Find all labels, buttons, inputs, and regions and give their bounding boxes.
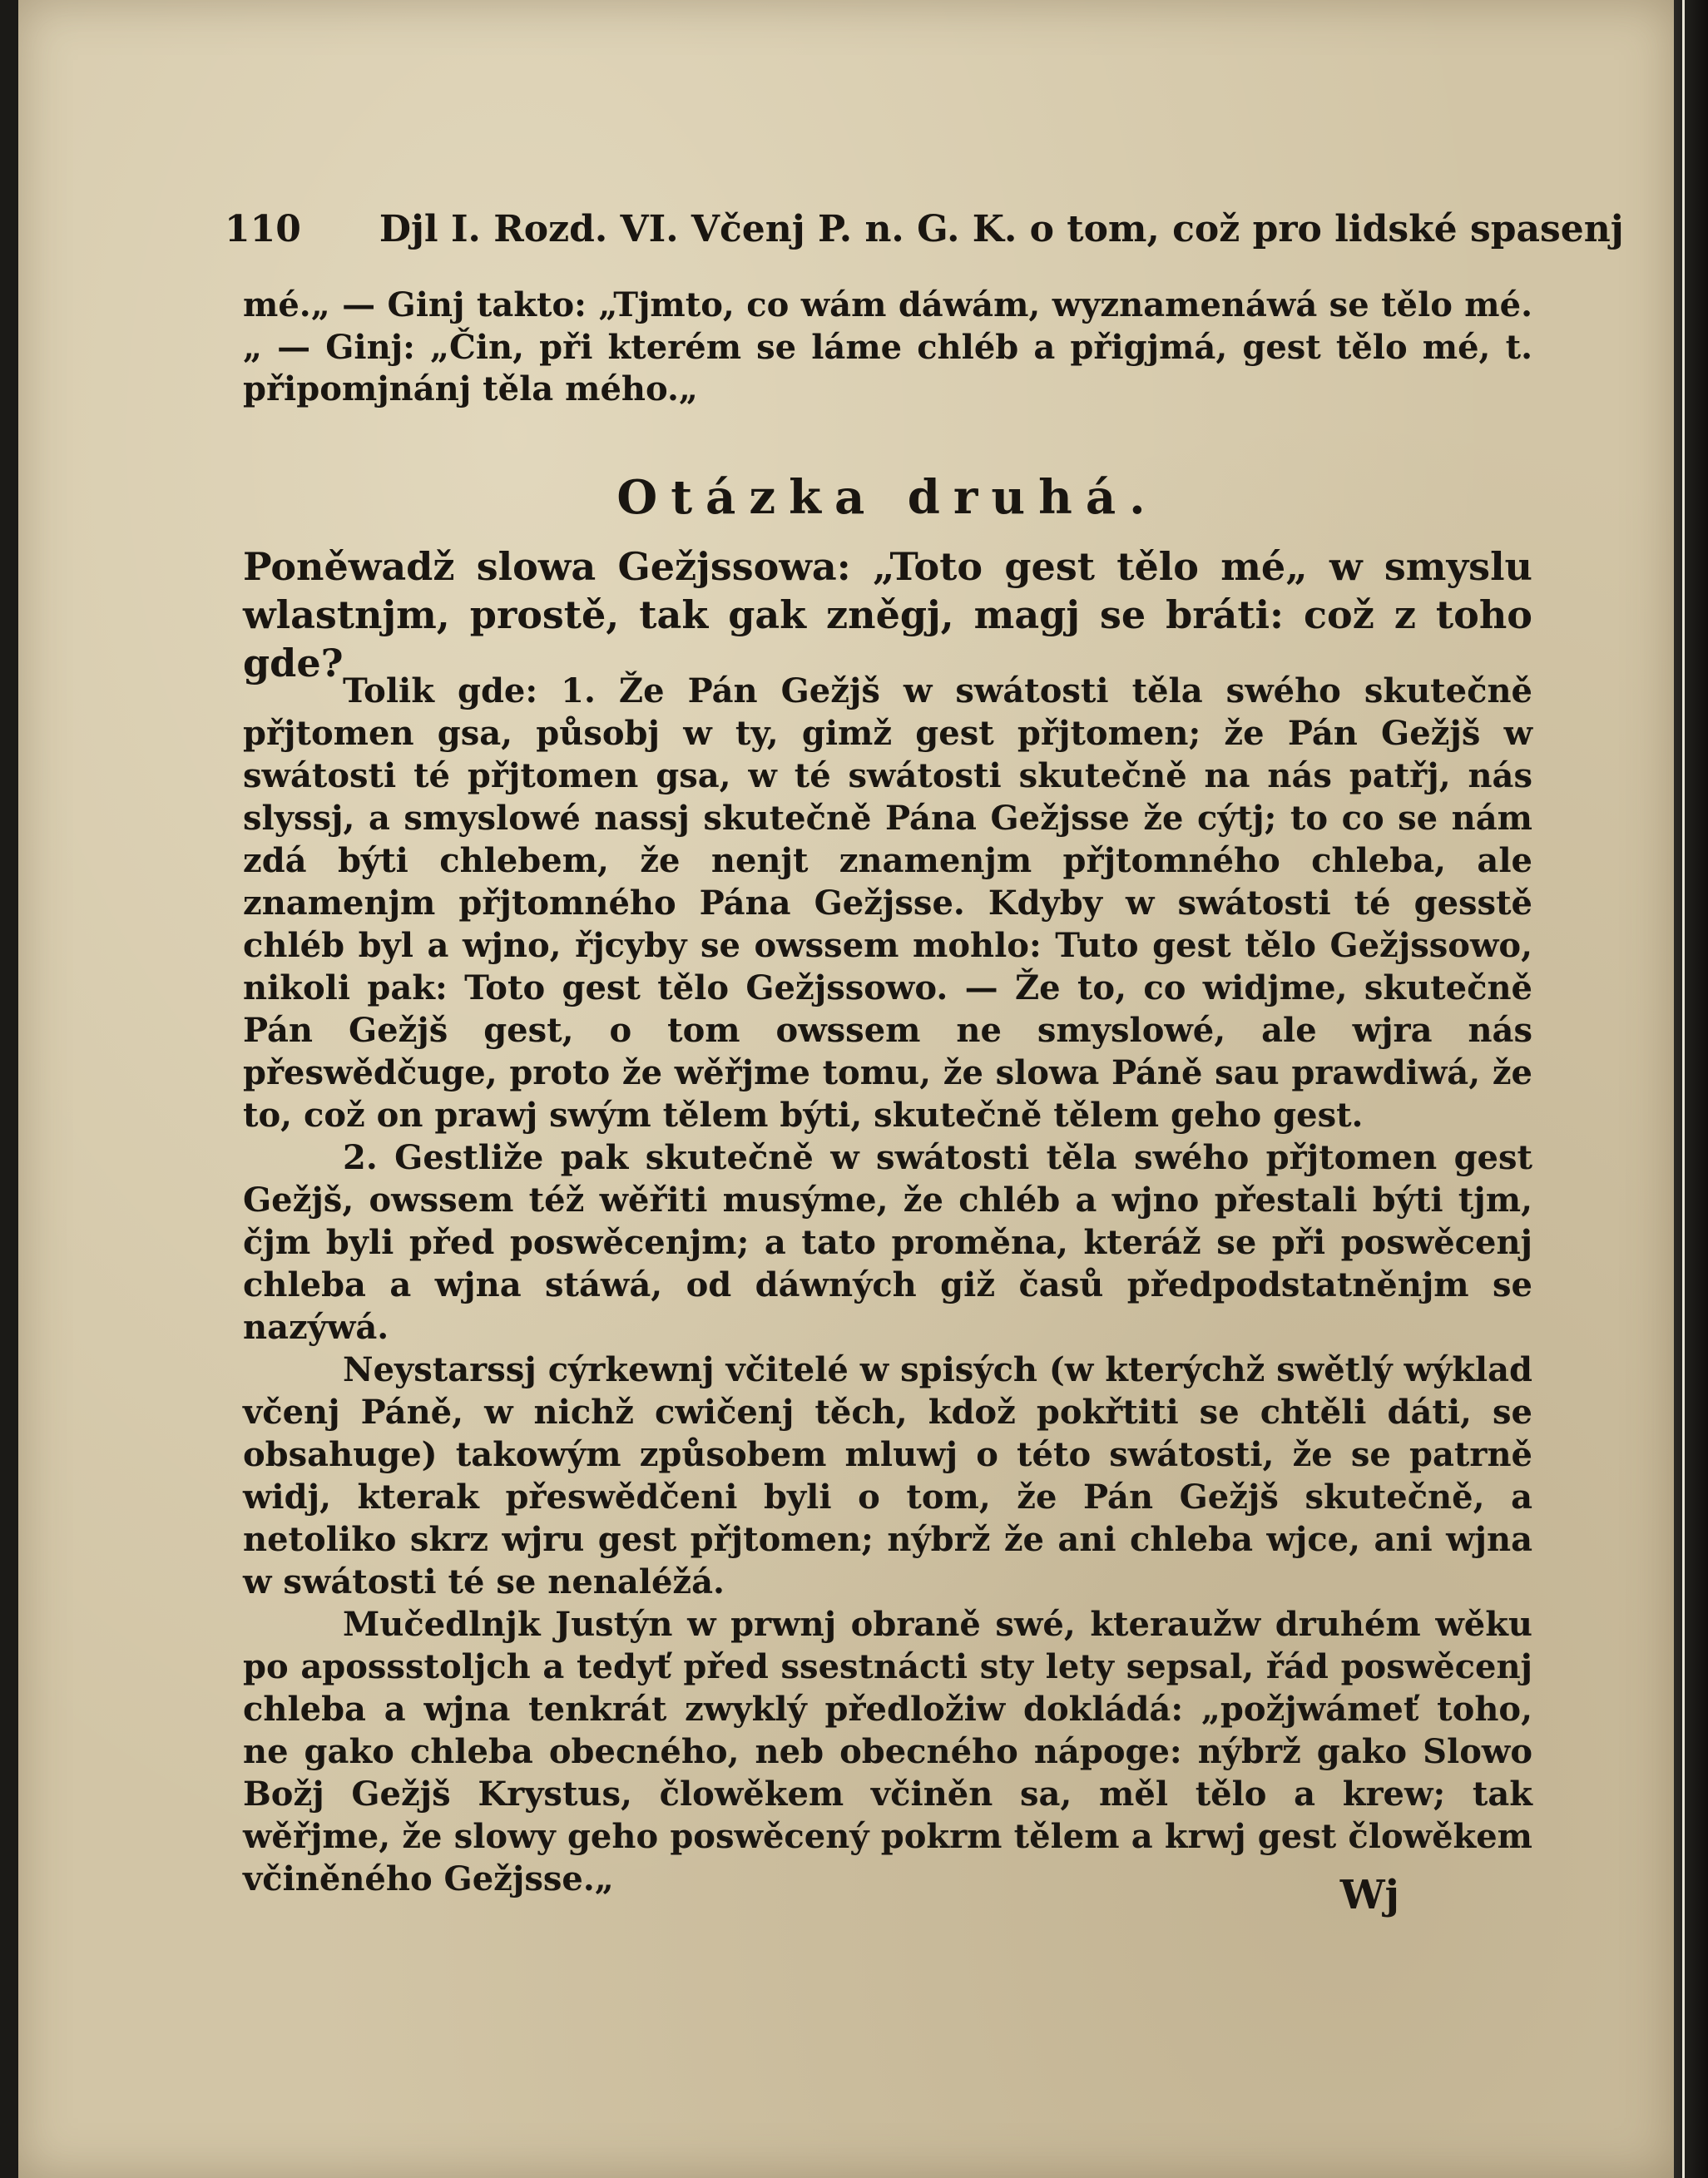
paragraph-2: 2. Gestliže pak skutečně w swátosti těla swého přjtomen gest Gežjš, owssem též wěřiti musýme, že chléb a wjno přestali býti tjm, čjm byli před poswěcenjm; a tato proměna, kteráž se při poswěcenj chleba a wjna stáwá, od dáwných giž časů předpodstatněnjm se nazýwá. — [243, 1138, 1532, 1347]
paragraph-4: Mučedlnjk Justýn w prwnj obraně swé, kteraužw druhém wěku po apossstoljch a tedyť před ssestnácti sty lety sepsal, řád poswěcenj chleba a wjna tenkrát zwyklý předložiw dokládá: „požjwámeť toho, ne gako chleba obecného, neb obecného nápoge: nýbrž gako Slowo Božj Gežjš Krystus, člowěkem včiněn sa, měl tělo a krew; tak wěřjme, že slowy geho poswěcený pokrm tělem a krwj gest člowěkem včiněného Gežjsse.„ — [243, 1605, 1532, 1898]
book-page — [18, 0, 1674, 2178]
page-header — [225, 208, 1624, 266]
paragraph-1: Tolik gde: 1. Že Pán Gežjš w swátosti těla swého skutečně přjtomen gsa, působj w ty, gimž gest přjtomen; že Pán Gežjš w swátosti té přjtomen gsa, w té swátosti skutečně na nás patřj, nás slyssj, a smyslowé nassj skutečně Pána Gežjsse že cýtj; to co se nám zdá býti chlebem, že nenjt znamenjm přjtomného chleba, ale znamenjm přjtomného Pána Gežjsse. Kdyby w swátosti té gesstě chléb byl a wjno, řjcyby se owssem mohlo: Tuto gest tělo Gežjssowo, nikoli pak: Toto gest tělo Gežjssowo. — Že to, co widjme, skutečně Pán Gežjš gest, o tom owssem ne smyslowé, ale wjra nás přeswědčuge, proto že wěřjme tomu, že slowa Páně sau prawdiwá, že to, což on prawj swým tělem býti, skutečně tělem geho gest. — [243, 671, 1532, 1135]
body-text — [243, 670, 1532, 1900]
section-title: Otázka druhá. — [616, 470, 1159, 525]
running-head: Djl I. Rozd. VI. Včenj P. n. G. K. o tom, což pro lidské spasenj — [379, 208, 1624, 250]
catchword: Wj — [1339, 1872, 1399, 1918]
paragraph-3: Neystarssj cýrkewnj včitelé w spisých (w kterýchž swětlý wýklad včenj Páně, w nichž cwičenj těch, kdož pokřtiti se chtěli dáti, se obsahuge) takowým způsobem mluwj o této swátosti, že se patrně widj, kterak přeswědčeni byli o tom, že Pán Gežjš skutečně, a netoliko skrz wjru gest přjtomen; nýbrž že ani chleba wjce, ani wjna w swátosti té se nenaléžá. — [243, 1350, 1532, 1601]
page-number: 110 — [225, 208, 301, 250]
intro-text — [243, 285, 1532, 411]
scan-edge — [1674, 0, 1708, 2178]
question-text: Poněwadž slowa Gežjssowa: „Toto gest tělo mé„ w smyslu wlastnjm, prostě, tak gak zněgj, magj se bráti: což z toho gde? — [243, 544, 1532, 686]
intro-paragraph: mé.„ — Ginj takto: „Tjmto, co wám dáwám, wyznamenáwá se tělo mé.„ — Ginj: „Čin, při kterém se láme chléb a přigjmá, gest tělo mé, t. připomjnánj těla mého.„ — [243, 285, 1532, 408]
